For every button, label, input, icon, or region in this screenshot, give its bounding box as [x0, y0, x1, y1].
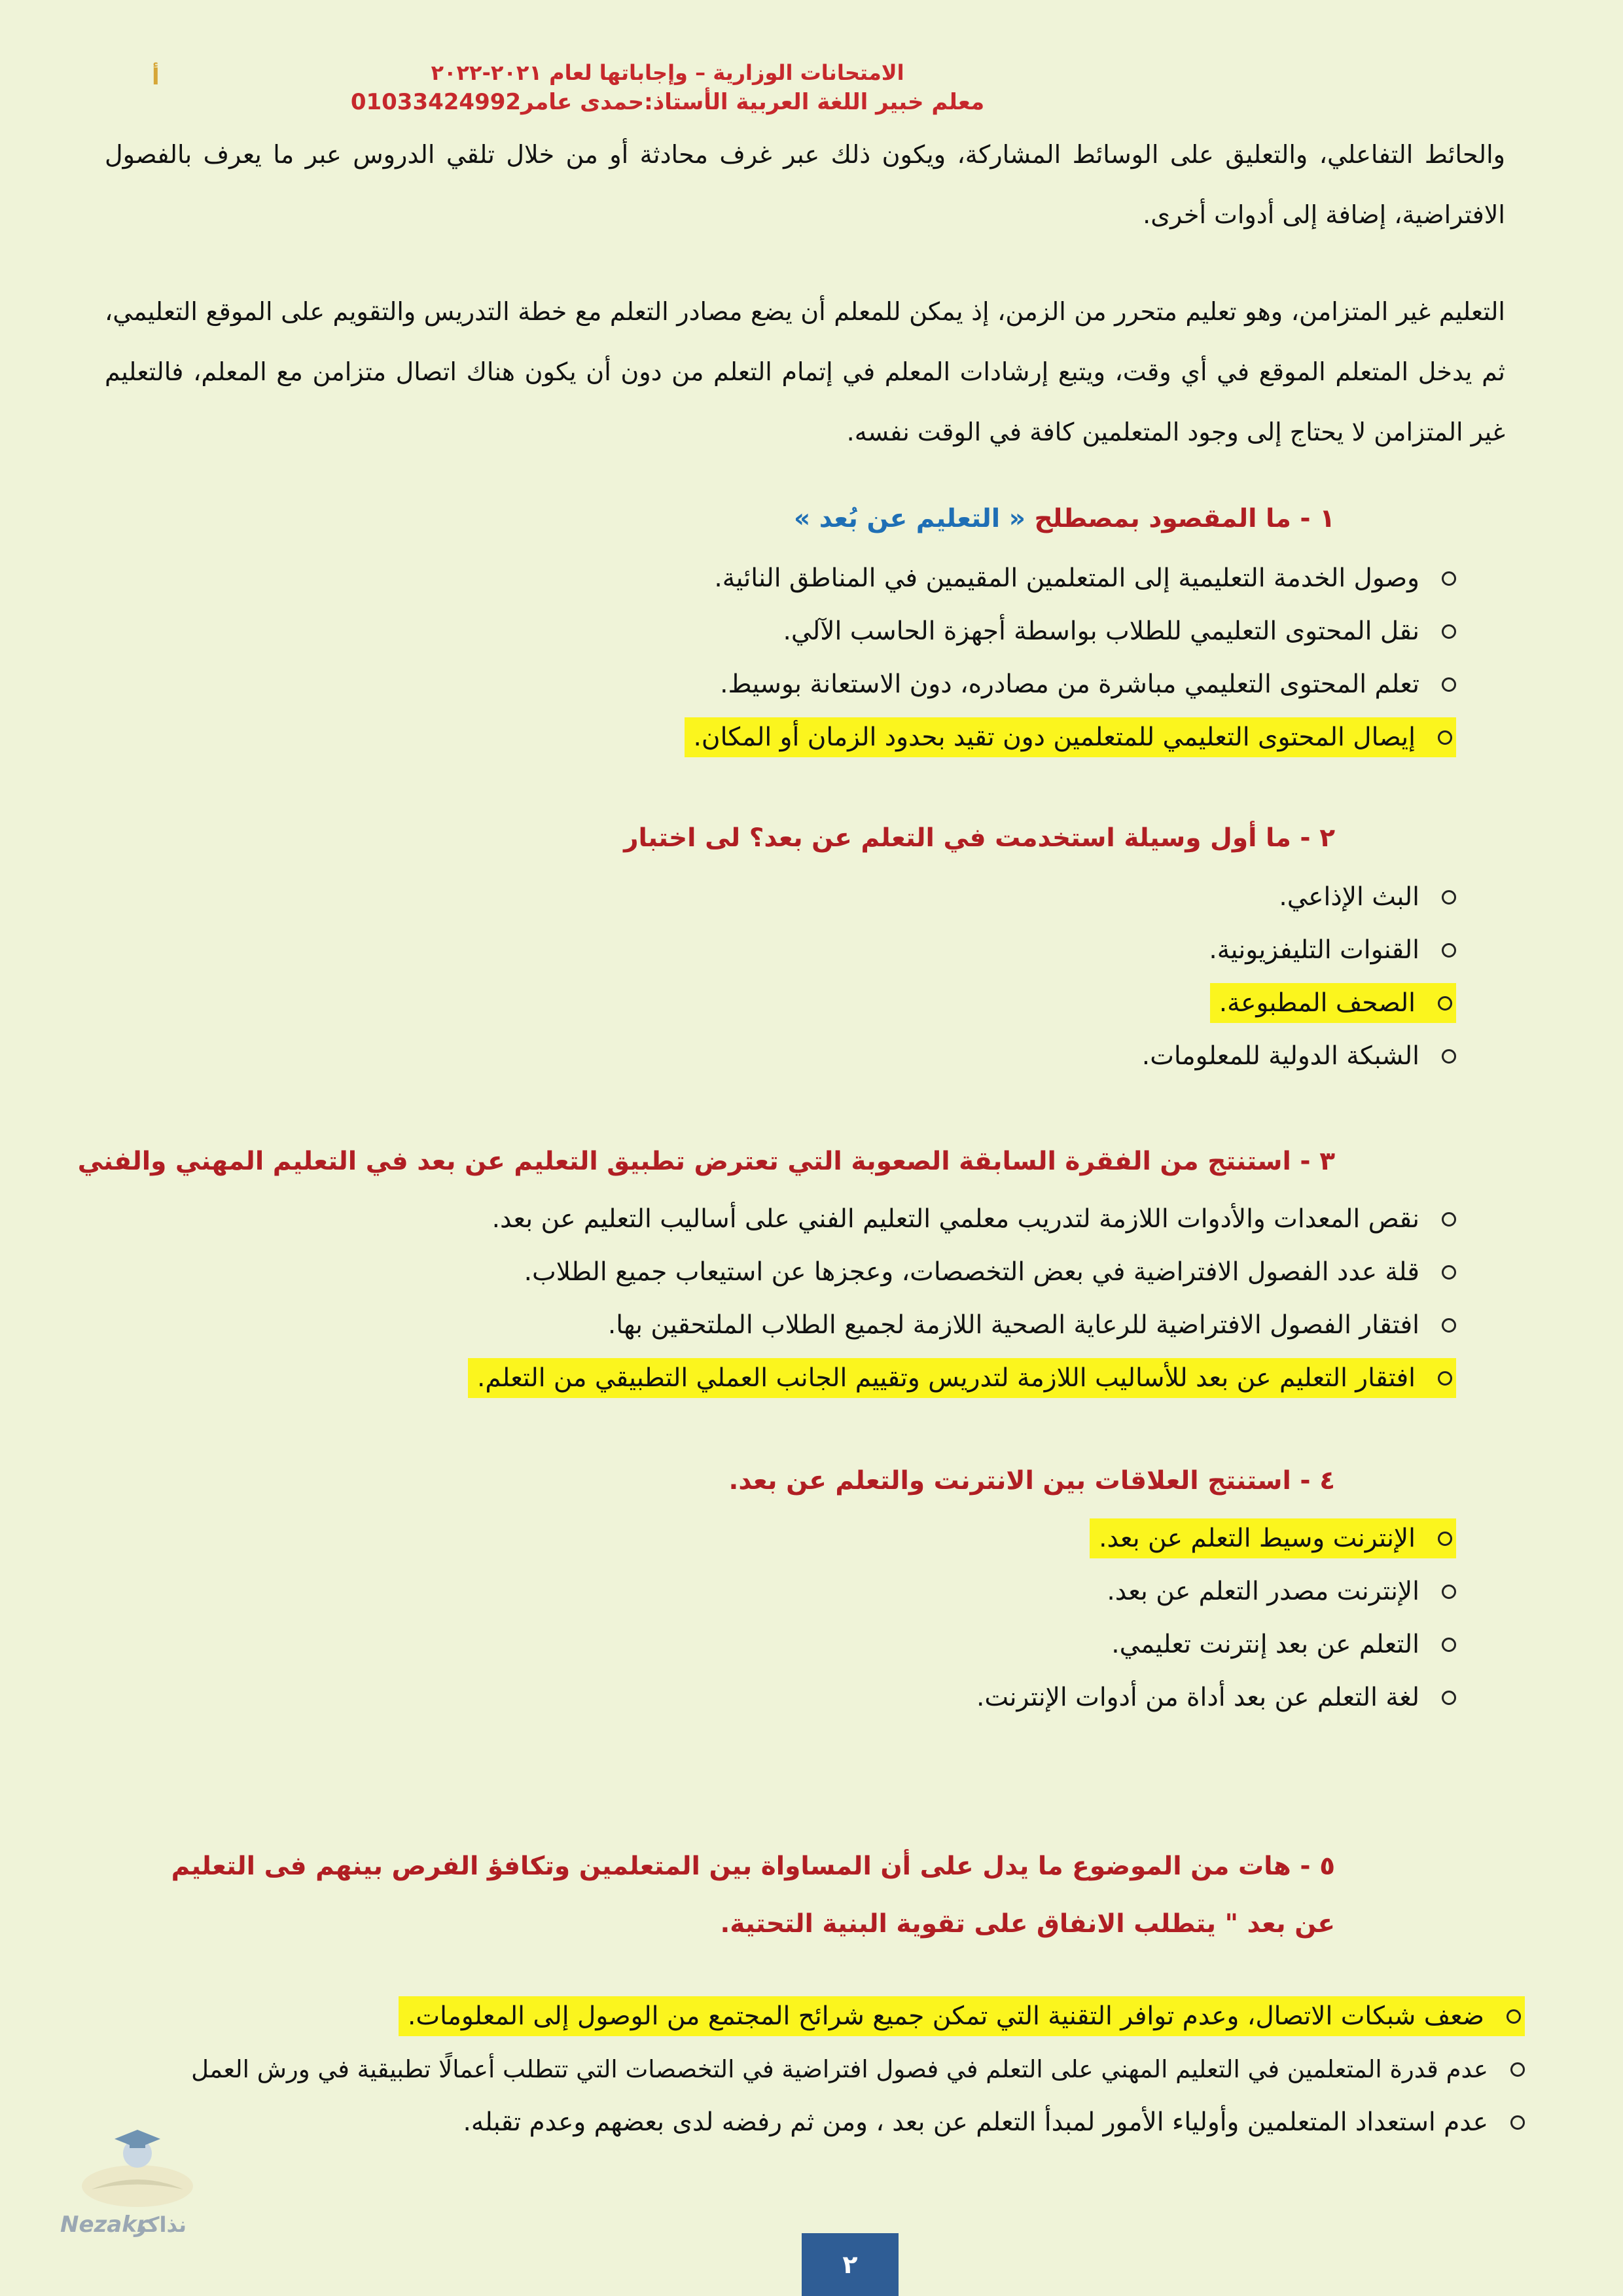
radio-circle-icon[interactable] — [1442, 1585, 1456, 1599]
option[interactable] — [468, 1299, 1456, 1352]
radio-circle-icon[interactable] — [1438, 996, 1452, 1011]
option-text: ضعف شبكات الاتصال، وعدم توافر التقنية التي تمكن جميع شرائح المجتمع من الوصول إلى المعلومات. — [407, 2001, 1484, 2031]
option-text: الإنترنت مصدر التعلم عن بعد. — [1107, 1577, 1419, 1606]
paragraph-2: التعليم غير المتزامن، وهو تعليم متحرر من الزمن، إذ يمكن للمعلم أن يضع مصادر التعلم مع خطة التدريس والتقويم على الموقع التعليمي، ثم يدخل المتعلم الموقع في أي وقت، ويتبع إرشادات المعلم في إتمام التعلم من دون أن يكون هناك اتصال متزامن مع المعلم، فالتعليم غير المتزامن لا يحتاج إلى وجود المتعلمين كافة في الوقت نفسه. — [105, 297, 1505, 446]
question-5-options — [191, 1990, 1525, 2149]
question-text: هات من الموضوع ما يدل على أن المساواة بين المتعلمين وتكافؤ الفرص بينهم فى التعليم عن بعد " يتطلب الانفاق على تقوية البنية التحتية. — [171, 1852, 1335, 1939]
graduation-cap-book-icon — [52, 2108, 249, 2245]
radio-circle-icon[interactable] — [1442, 571, 1456, 586]
radio-circle-icon[interactable] — [1442, 943, 1456, 958]
question-text: استنتج العلاقات بين الانترنت والتعلم عن بعد. — [728, 1466, 1291, 1496]
radio-circle-icon[interactable] — [1442, 890, 1456, 905]
option-text: تعلم المحتوى التعليمي مباشرة من مصادره، دون الاستعانة بوسيط. — [720, 670, 1419, 699]
option-text: عدم قدرة المتعلمين في التعليم المهني على التعلم في فصول افتراضية في التخصصات التي تتطلب أعمالًا تطبيقية في ورش العمل — [191, 2055, 1488, 2083]
radio-circle-icon[interactable] — [1442, 1265, 1456, 1280]
option-text: افتقار التعليم عن بعد للأساليب اللازمة لتدريس وتقييم الجانب العملي التطبيقي من التعلم. — [476, 1363, 1416, 1393]
option-text: القنوات التليفزيونية. — [1209, 935, 1419, 965]
radio-circle-icon[interactable] — [1442, 1318, 1456, 1333]
option[interactable] — [468, 1193, 1456, 1246]
question-text: استنتج من الفقرة السابقة الصعوبة التي تعترض تطبيق التعليم عن بعد في التعليم المهني والفني — [77, 1147, 1291, 1176]
option-text: نقل المحتوى التعليمي للطلاب بواسطة أجهزة الحاسب الآلي. — [783, 617, 1419, 646]
option-text: الإنترنت وسيط التعلم عن بعد. — [1099, 1524, 1416, 1553]
option-text: الشبكة الدولية للمعلومات. — [1141, 1041, 1419, 1071]
page-number: ٢ — [802, 2233, 899, 2296]
question-5 — [124, 1838, 1335, 1953]
question-number: ١ - — [1300, 504, 1335, 533]
radio-circle-icon[interactable] — [1510, 2062, 1525, 2077]
question-4-options — [976, 1512, 1456, 1724]
header-teacher: معلم خبير اللغة العربية الأستاذ:حمدى عامر01033424992 — [350, 89, 985, 115]
question-3-options — [468, 1193, 1456, 1405]
page-header — [157, 60, 1178, 115]
question-1 — [794, 504, 1335, 533]
answer-highlight — [468, 1358, 1456, 1398]
answer-highlight — [685, 717, 1456, 757]
option-text: نقص المعدات والأدوات اللازمة لتدريب معلمي التعليم الفني على أساليب التعليم عن بعد. — [491, 1204, 1419, 1234]
option[interactable] — [976, 1565, 1456, 1618]
option[interactable] — [685, 658, 1456, 711]
question-3 — [78, 1147, 1335, 1176]
answer-highlight — [1210, 983, 1456, 1023]
option-text: التعلم عن بعد إنترنت تعليمي. — [1111, 1630, 1419, 1659]
option[interactable] — [468, 1246, 1456, 1299]
option[interactable] — [1142, 924, 1456, 977]
option-answer[interactable] — [468, 1352, 1456, 1405]
radio-circle-icon[interactable] — [1438, 1371, 1452, 1386]
option-answer[interactable] — [976, 1512, 1456, 1565]
question-2-options — [1142, 870, 1456, 1083]
answer-highlight — [399, 1996, 1525, 2036]
question-number: ٥ - — [1300, 1852, 1335, 1881]
radio-circle-icon[interactable] — [1442, 1638, 1456, 1652]
nezakr-logo — [52, 2108, 249, 2245]
option[interactable] — [976, 1618, 1456, 1671]
radio-circle-icon[interactable] — [1507, 2009, 1521, 2024]
option-answer[interactable] — [685, 711, 1456, 764]
option-text: عدم استعداد المتعلمين وأولياء الأمور لمبدأ التعلم عن بعد ، ومن ثم رفضه لدى بعضهم وعدم تقبله. — [463, 2108, 1488, 2137]
question-4 — [729, 1466, 1335, 1496]
option[interactable] — [685, 605, 1456, 658]
option-text: البث الإذاعي. — [1279, 882, 1419, 912]
logo-text: Nezakr — [60, 2212, 148, 2238]
option-text: الصحف المطبوعة. — [1219, 988, 1416, 1018]
option[interactable] — [685, 552, 1456, 605]
radio-circle-icon[interactable] — [1438, 730, 1452, 745]
radio-circle-icon[interactable] — [1442, 1691, 1456, 1705]
radio-circle-icon[interactable] — [1438, 1532, 1452, 1546]
option-answer[interactable] — [191, 1990, 1525, 2043]
option[interactable] — [191, 2096, 1525, 2149]
option[interactable] — [191, 2043, 1525, 2096]
radio-circle-icon[interactable] — [1442, 624, 1456, 639]
option-text: وصول الخدمة التعليمية إلى المتعلمين المقيمين في المناطق النائية. — [714, 564, 1419, 593]
question-term: « التعليم عن بُعد » — [793, 504, 1026, 533]
question-text: ما أول وسيلة استخدمت في التعلم عن بعد؟ لى اختبار — [624, 823, 1291, 853]
header-mark: أ — [152, 64, 160, 90]
radio-circle-icon[interactable] — [1442, 1212, 1456, 1227]
paragraph-1: والحائط التفاعلي، والتعليق على الوسائط المشاركة، ويكون ذلك عبر غرف محادثة أو من خلال تلقي الدروس عبر ما يعرف بالفصول الافتراضية، إضافة إلى أدوات أخرى. — [105, 140, 1505, 229]
option[interactable] — [976, 1671, 1456, 1724]
option-text: قلة عدد الفصول الافتراضية في بعض التخصصات، وعجزها عن استيعاب جميع الطلاب. — [524, 1257, 1419, 1287]
header-title: الامتحانات الوزارية – وإجاباتها لعام ٢٠٢١-٢٠٢٢ — [431, 60, 904, 85]
radio-circle-icon[interactable] — [1510, 2115, 1525, 2130]
radio-circle-icon[interactable] — [1442, 677, 1456, 692]
question-1-options — [685, 552, 1456, 764]
option-text: إيصال المحتوى التعليمي للمتعلمين دون تقيد بحدود الزمان أو المكان. — [693, 723, 1416, 752]
radio-circle-icon[interactable] — [1442, 1049, 1456, 1064]
option[interactable] — [1142, 1030, 1456, 1083]
option[interactable] — [1142, 870, 1456, 924]
question-number: ٣ - — [1300, 1147, 1335, 1176]
question-number: ٢ - — [1300, 823, 1335, 853]
question-number: ٤ - — [1300, 1466, 1335, 1496]
answer-highlight — [1090, 1518, 1456, 1558]
option-answer[interactable] — [1142, 977, 1456, 1030]
question-2 — [624, 823, 1335, 853]
logo-arabic: نذاكر — [134, 2212, 187, 2237]
question-text: ما المقصود بمصطلح — [1034, 504, 1291, 533]
option-text: لغة التعلم عن بعد أداة من أدوات الإنترنت. — [976, 1683, 1419, 1712]
option-text: افتقار الفصول الافتراضية للرعاية الصحية اللازمة لجميع الطلاب الملتحقين بها. — [607, 1310, 1419, 1340]
